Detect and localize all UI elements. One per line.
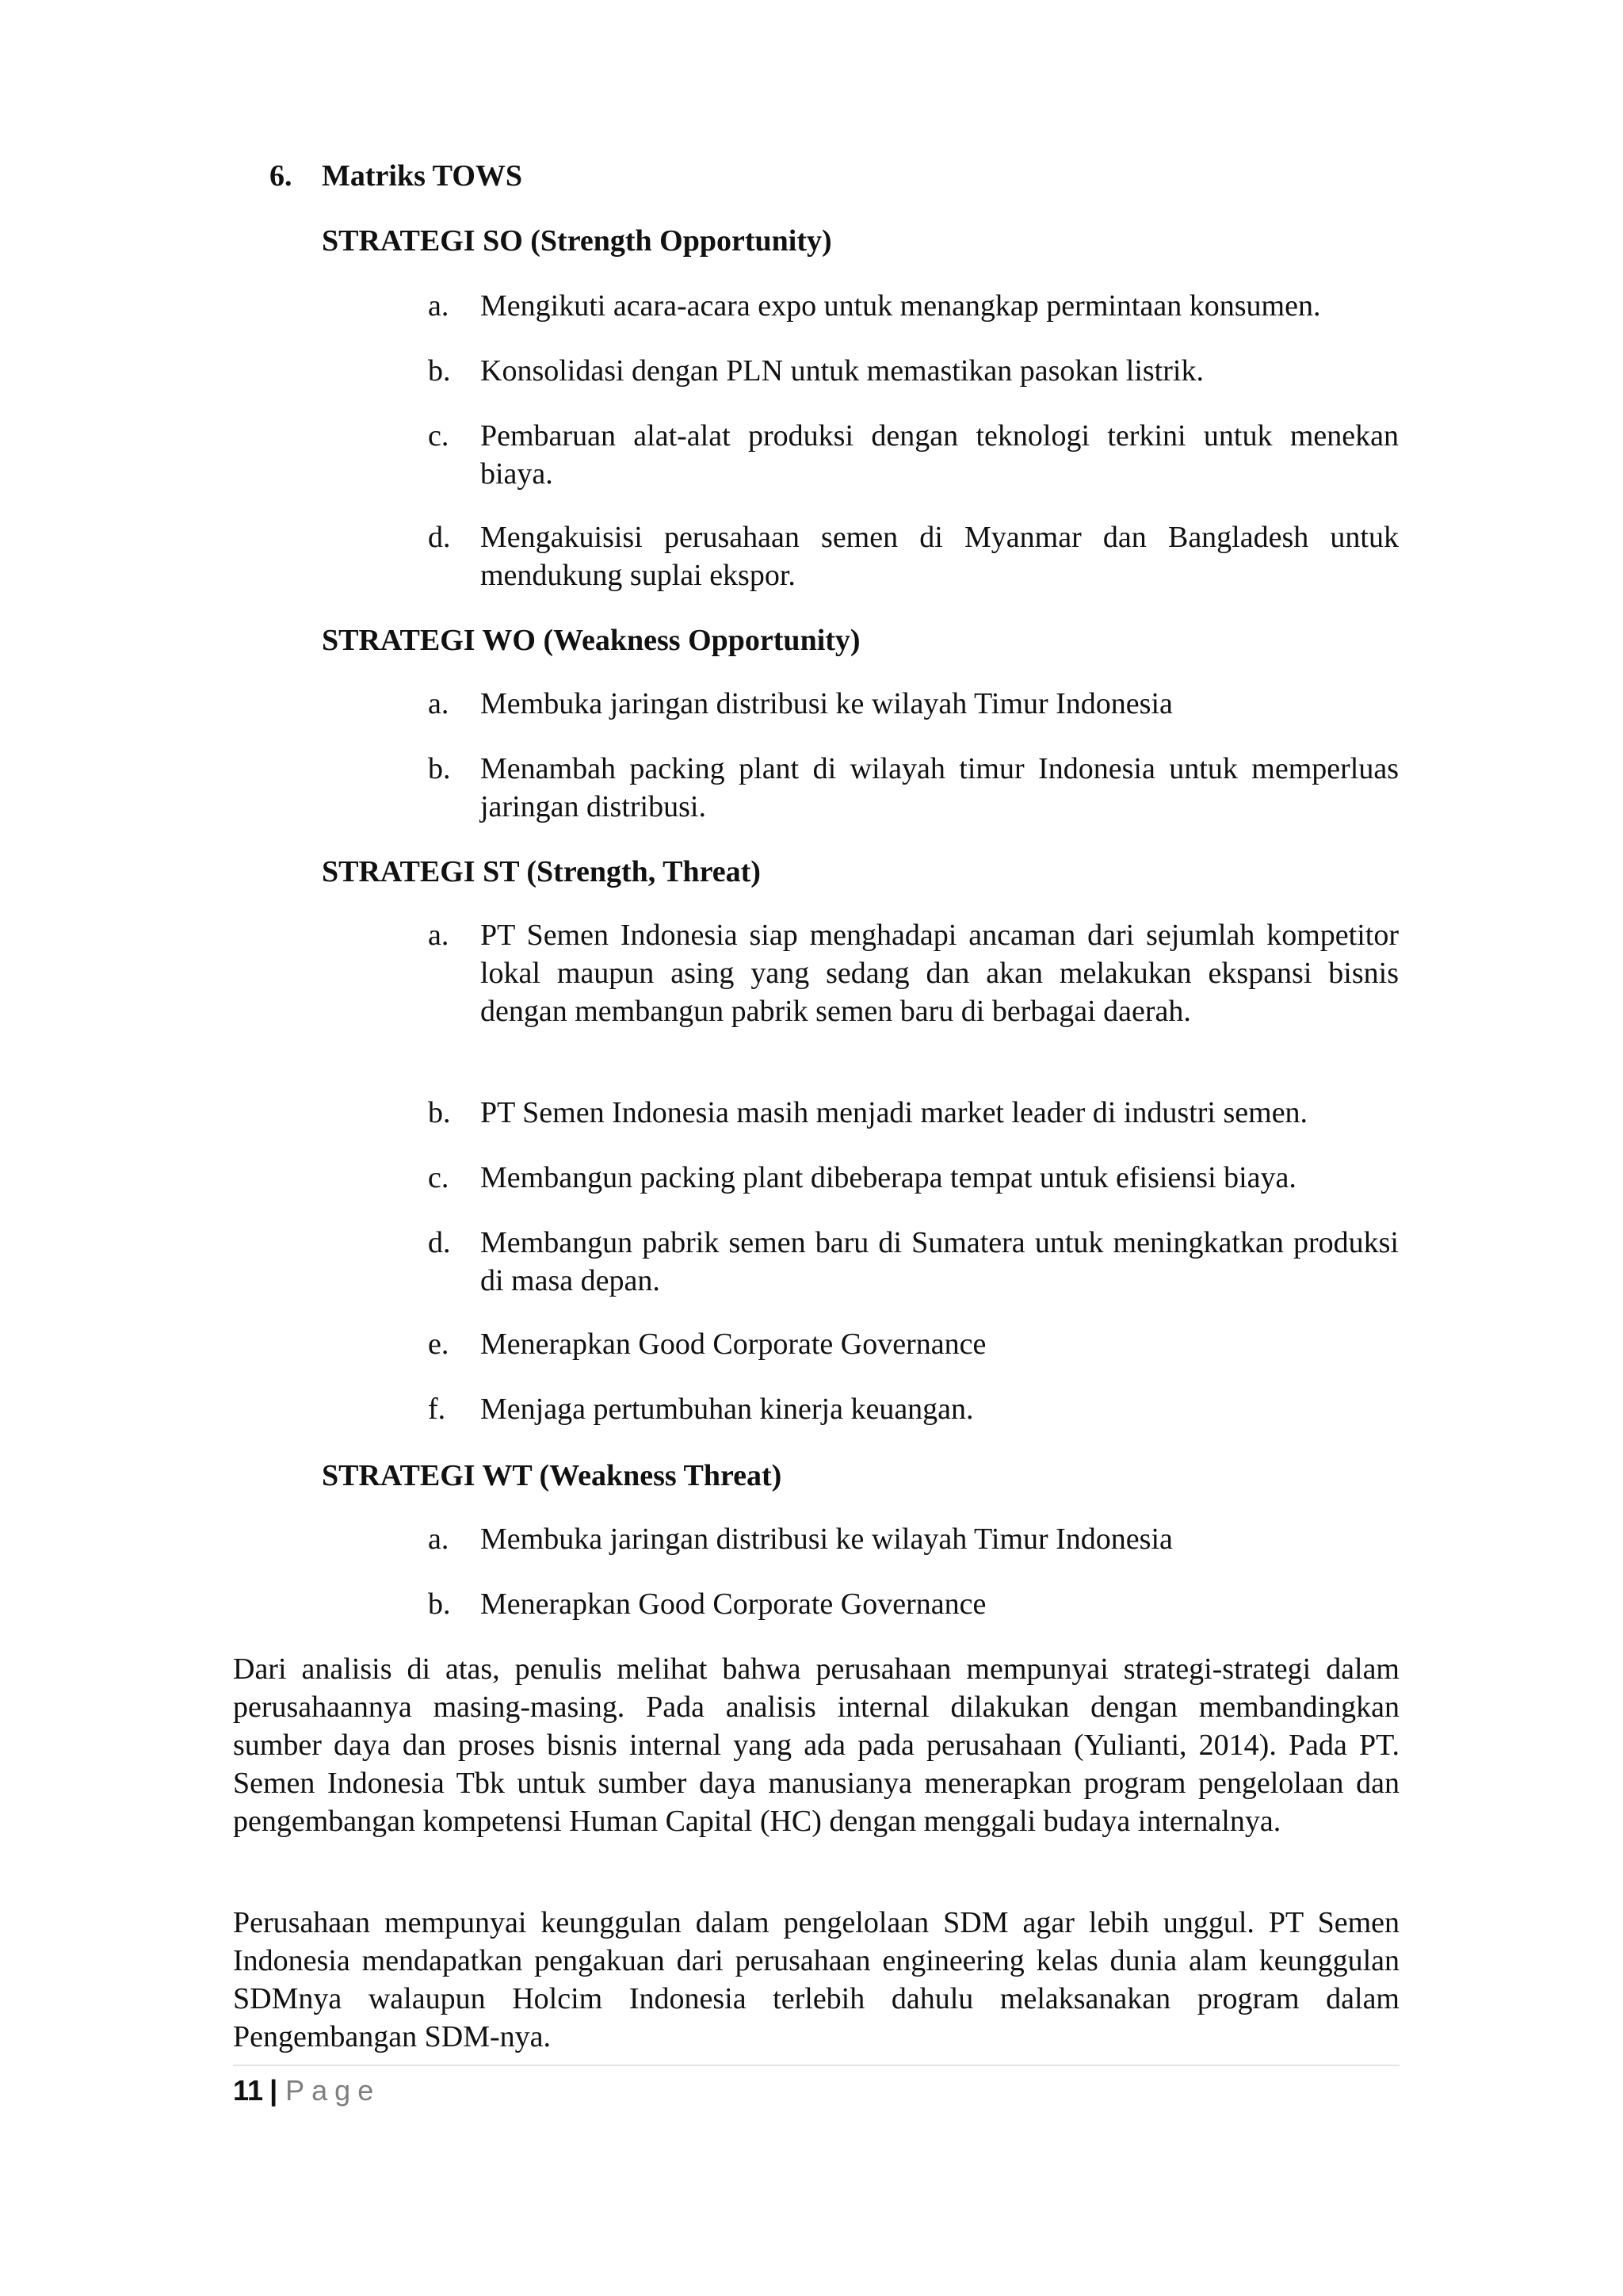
list-item-letter: d. <box>428 521 451 554</box>
list-item <box>428 352 1399 390</box>
strategy-so-heading: STRATEGI SO (Strength Opportunity) <box>322 224 832 258</box>
list-item <box>428 1094 1399 1132</box>
list-item <box>428 417 1399 493</box>
section-title: Matriks TOWS <box>322 159 523 193</box>
list-item <box>428 1224 1399 1300</box>
page-number: 11 <box>233 2074 264 2107</box>
footer-divider <box>233 2065 1400 2066</box>
footer-separator: | <box>269 2074 278 2107</box>
section-heading <box>269 155 522 197</box>
page-label: Page <box>285 2074 381 2107</box>
list-item-text: Konsolidasi dengan PLN untuk memastikan pasokan listrik. <box>480 354 1204 388</box>
list-item-text: Menambah packing plant di wilayah timur Indonesia untuk memperluas jaringan distribusi. <box>480 752 1399 823</box>
list-item-letter: b. <box>428 752 451 785</box>
list-item-text: Menerapkan Good Corporate Governance <box>480 1328 987 1361</box>
list-item-text: Membangun packing plant dibeberapa tempat untuk efisiensi biaya. <box>480 1161 1296 1194</box>
list-item-text: Mengakuisisi perusahaan semen di Myanmar dan Bangladesh untuk mendukung suplai ekspor. <box>480 521 1399 592</box>
list-item-text: Pembaruan alat-alat produksi dengan teknologi terkini untuk menekan biaya. <box>480 419 1399 491</box>
list-item-letter: a. <box>428 919 449 952</box>
list-item <box>428 1585 1399 1623</box>
list-item-text: Menerapkan Good Corporate Governance <box>480 1587 987 1621</box>
list-item <box>428 750 1399 826</box>
section-number: 6. <box>269 159 292 193</box>
list-item-letter: a. <box>428 1522 449 1556</box>
list-item-text: Menjaga pertumbuhan kinerja keuangan. <box>480 1392 974 1426</box>
list-item-letter: b. <box>428 1587 451 1621</box>
list-item-letter: a. <box>428 687 449 720</box>
strategy-st-heading: STRATEGI ST (Strength, Threat) <box>322 855 761 888</box>
list-item-text: PT Semen Indonesia siap menghadapi ancaman dari sejumlah kompetitor lokal maupun asing yang sedang dan akan melakukan ekspansi bisnis dengan membangun pabrik semen baru di berbagai daerah. <box>480 919 1399 1028</box>
list-item-letter: e. <box>428 1328 449 1361</box>
list-item-letter: b. <box>428 1096 451 1129</box>
list-item <box>428 685 1399 723</box>
list-item-letter: d. <box>428 1226 451 1259</box>
list-item-letter: a. <box>428 289 449 323</box>
list-item <box>428 916 1399 1030</box>
list-item-text: PT Semen Indonesia masih menjadi market leader di industri semen. <box>480 1096 1308 1129</box>
list-item-letter: b. <box>428 354 451 388</box>
body-paragraph: Dari analisis di atas, penulis melihat bahwa perusahaan mempunyai strategi-strategi dalam perusahaannya masing-masing. Pada analisis internal dilakukan dengan membandingkan sumber daya dan proses bisnis internal yang ada pada perusahaan (Yulianti, 2014). Pada PT. Semen Indonesia Tbk untuk sumber daya manusianya menerapkan program pengelolaan dan pengembangan kompetensi Human Capital (HC) dengan menggali budaya internalnya. <box>233 1652 1400 1838</box>
list-item <box>428 1390 1399 1428</box>
page-footer <box>233 2073 380 2108</box>
list-item-text: Membuka jaringan distribusi ke wilayah Timur Indonesia <box>480 687 1173 720</box>
list-item <box>428 518 1399 594</box>
list-item-text: Membuka jaringan distribusi ke wilayah Timur Indonesia <box>480 1522 1173 1556</box>
list-item-letter: c. <box>428 1161 449 1194</box>
list-item <box>428 287 1399 325</box>
list-item <box>428 1325 1399 1363</box>
list-item-text: Mengikuti acara-acara expo untuk menangkap permintaan konsumen. <box>480 289 1321 323</box>
list-item <box>428 1159 1399 1197</box>
strategy-wt-heading: STRATEGI WT (Weakness Threat) <box>322 1459 782 1492</box>
list-item-letter: f. <box>428 1392 446 1426</box>
strategy-wo-heading: STRATEGI WO (Weakness Opportunity) <box>322 624 861 657</box>
list-item <box>428 1520 1399 1558</box>
body-paragraph: Perusahaan mempunyai keunggulan dalam pengelolaan SDM agar lebih unggul. PT Semen Indonesia mendapatkan pengakuan dari perusahaan engineering kelas dunia alam keunggulan SDMnya walaupun Holcim Indonesia terlebih dahulu melaksanakan program dalam Pengembangan SDM-nya. <box>233 1906 1400 2053</box>
list-item-text: Membangun pabrik semen baru di Sumatera untuk meningkatkan produksi di masa depan. <box>480 1226 1399 1297</box>
list-item-letter: c. <box>428 419 449 453</box>
